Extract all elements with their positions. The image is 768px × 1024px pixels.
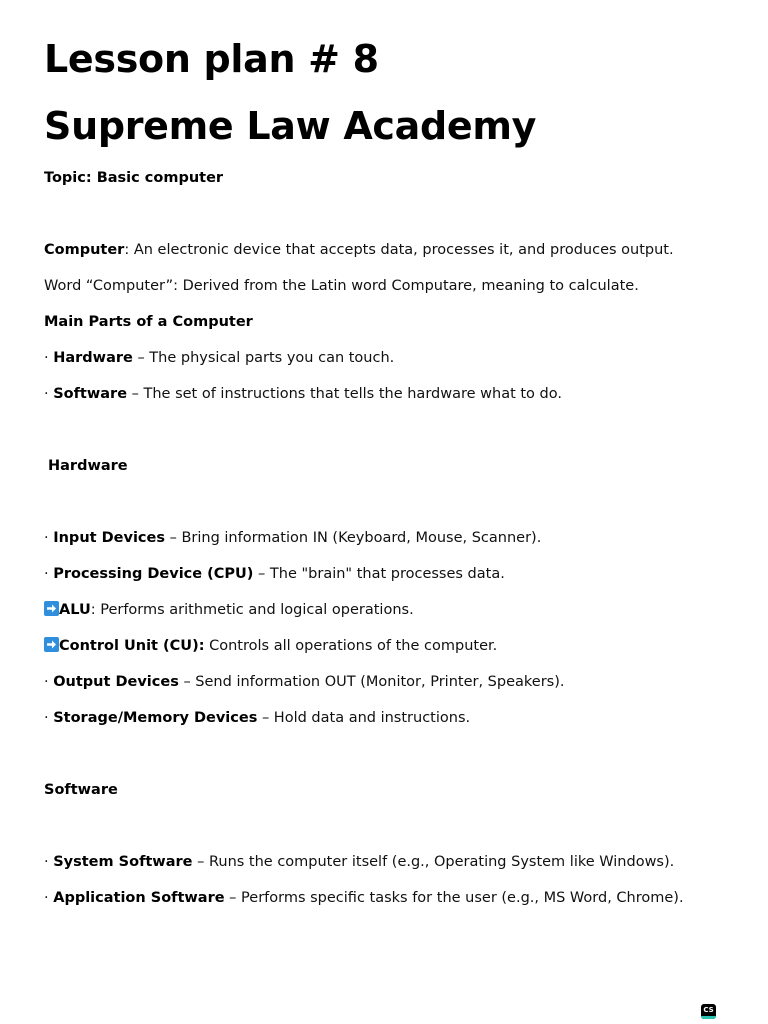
item-term: Input Devices [53, 530, 165, 546]
logo-accent-bar [701, 1016, 716, 1019]
bullet: · [44, 566, 54, 582]
item-text: – Runs the computer itself (e.g., Operating System like Windows). [192, 854, 675, 870]
item-text: – Hold data and instructions. [257, 710, 471, 726]
main-parts-heading: Main Parts of a Computer [44, 314, 253, 330]
list-item [44, 564, 505, 584]
item-text: – Performs specific tasks for the user (e.g., MS Word, Chrome). [224, 890, 684, 906]
bullet: · [44, 710, 54, 726]
list-item [44, 600, 414, 620]
item-text: – The physical parts you can touch. [132, 350, 395, 366]
item-term: Hardware [53, 350, 133, 366]
list-item [44, 708, 470, 728]
bullet: · [44, 386, 54, 402]
list-item [44, 384, 562, 404]
definition-term: Computer [44, 242, 125, 258]
item-text: : Performs arithmetic and logical operations. [90, 602, 414, 618]
camscanner-logo [701, 1004, 716, 1019]
topic-label: Topic: Basic computer [44, 170, 224, 186]
list-item [44, 852, 674, 872]
hardware-heading: Hardware [48, 458, 128, 474]
item-term: Output Devices [53, 674, 179, 690]
item-term: Software [53, 386, 128, 402]
bullet: · [44, 530, 54, 546]
item-term: Control Unit (CU): [59, 638, 205, 654]
bullet: · [44, 854, 54, 870]
list-item [44, 636, 497, 656]
software-heading: Software [44, 782, 118, 798]
computer-definition [44, 240, 674, 260]
definition-text: : An electronic device that accepts data, processes it, and produces output. [124, 242, 674, 258]
list-item [44, 672, 564, 692]
item-text: – Send information OUT (Monitor, Printer, Speakers). [178, 674, 565, 690]
right-arrow-icon [44, 637, 59, 652]
item-term: Application Software [53, 890, 225, 906]
logo-text: CS [703, 1006, 714, 1014]
lesson-plan-title: Lesson plan # 8 [44, 37, 379, 81]
academy-title: Supreme Law Academy [44, 104, 537, 148]
item-term: Storage/Memory Devices [53, 710, 258, 726]
right-arrow-icon [44, 601, 59, 616]
list-item [44, 348, 394, 368]
item-term: Processing Device (CPU) [53, 566, 254, 582]
item-text: – The "brain" that processes data. [253, 566, 505, 582]
list-item [44, 888, 684, 908]
bullet: · [44, 674, 54, 690]
bullet: · [44, 890, 54, 906]
bullet: · [44, 350, 54, 366]
item-term: ALU [59, 602, 91, 618]
item-term: System Software [53, 854, 193, 870]
list-item [44, 528, 541, 548]
item-text: – The set of instructions that tells the hardware what to do. [127, 386, 562, 402]
item-text: Controls all operations of the computer. [204, 638, 498, 654]
item-text: – Bring information IN (Keyboard, Mouse, Scanner). [164, 530, 542, 546]
word-origin: Word “Computer”: Derived from the Latin word Computare, meaning to calculate. [44, 278, 639, 294]
